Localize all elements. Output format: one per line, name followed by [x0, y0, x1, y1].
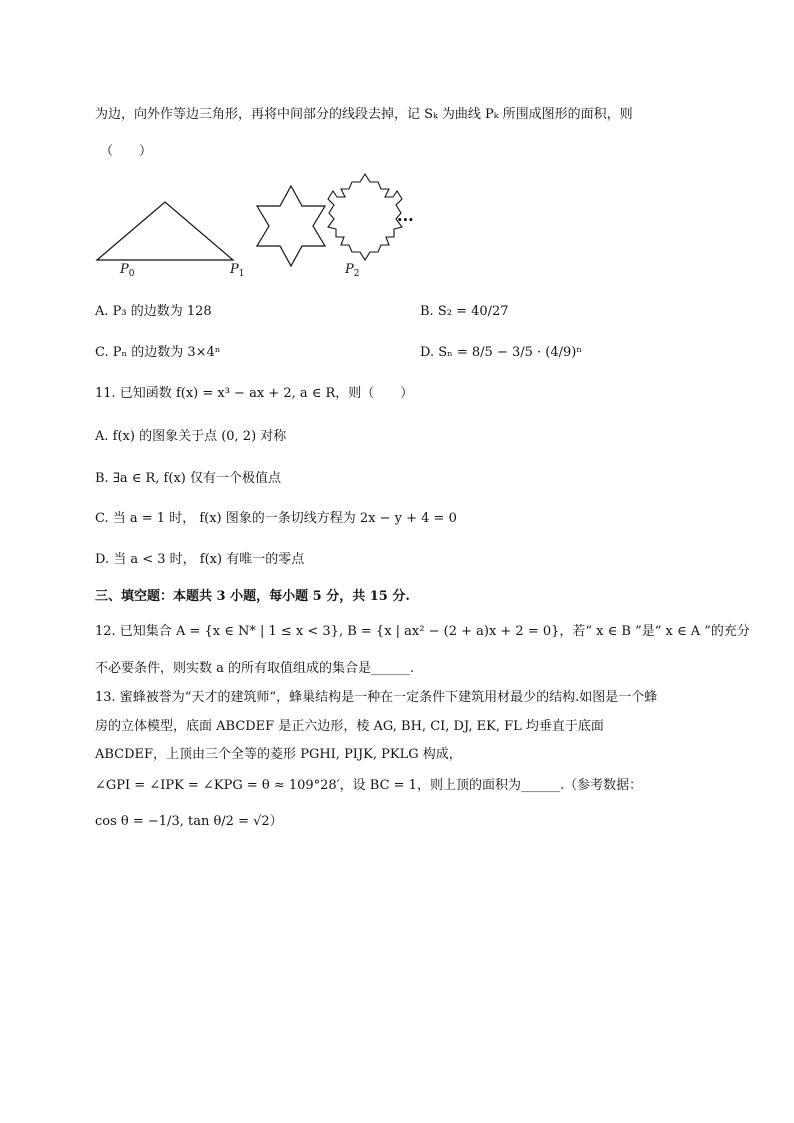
- q12-line2: 不必要条件，则实数 a 的所有取值组成的集合是______.: [95, 661, 415, 676]
- q13-line2: 房的立体模型，底面 ABCDEF 是正六边形，棱 AG, BH, CI, DJ, EK, FL 均垂直于底面: [95, 719, 604, 734]
- question10-intro-line: 为边，向外作等边三角形，再将中间部分的线段去掉，记 Sₖ 为曲线 Pₖ 所围成图形的面积，则: [95, 107, 633, 122]
- q13-line4: ∠GPI = ∠IPK = ∠KPG = θ ≈ 109°28′，设 BC = 1，则上顶的面积为______.（参考数据：: [95, 778, 643, 793]
- label-p2: $P_2$: [345, 262, 360, 279]
- q13-line5: cos θ = −1/3, tan θ/2 = √2）: [95, 814, 283, 829]
- q10-option-b: B. S₂ = 40/27: [420, 304, 509, 319]
- label-p1: $P_1$: [230, 262, 245, 279]
- q11-option-c: C. 当 a = 1 时， f(x) 图象的一条切线方程为 2x − y + 4 = 0: [95, 511, 457, 526]
- label-p0: $P_0$: [120, 262, 135, 279]
- section3-title: 三、填空题：本题共 3 小题，每小题 5 分，共 15 分.: [95, 589, 410, 604]
- q11-option-b: B. ∃a ∈ R, f(x) 仅有一个极值点: [95, 471, 281, 486]
- q11-option-d: D. 当 a < 3 时， f(x) 有唯一的零点: [95, 552, 305, 567]
- triangle-p0-shape: [97, 202, 233, 260]
- snowflake-p2-shape: [328, 174, 402, 260]
- q10-option-a: A. P₃ 的边数为 128: [95, 304, 212, 319]
- q12-line1: 12. 已知集合 A = {x ∈ N* | 1 ≤ x < 3}, B = {x | ax² − (2 + a)x + 2 = 0}，若“ x ∈ B ”是“ x ∈ A ”的充分: [95, 624, 750, 639]
- koch-figures: [90, 170, 430, 294]
- q13-line3: ABCDEF，上顶由三个全等的菱形 PGHI, PIJK, PKLG 构成，: [95, 747, 462, 762]
- answer-paren: （ ）: [100, 144, 153, 159]
- q10-option-c: C. Pₙ 的边数为 3×4ⁿ: [95, 345, 221, 360]
- q10-option-d: D. Sₙ = 8/5 − 3/5 · (4/9)ⁿ: [420, 345, 582, 360]
- q13-line1: 13. 蜜蜂被誉为“天才的建筑师”，蜂巢结构是一种在一定条件下建筑用材最少的结构.如图是一个蜂: [95, 690, 658, 705]
- q11-stem: 11. 已知函数 f(x) = x³ − ax + 2, a ∈ R，则（ ）: [95, 386, 414, 401]
- q11-option-a: A. f(x) 的图象关于点 (0, 2) 对称: [95, 429, 287, 444]
- koch-figures-svg: [90, 170, 430, 290]
- ellipsis-text: ···: [397, 210, 414, 229]
- star-p1-shape: [257, 186, 325, 266]
